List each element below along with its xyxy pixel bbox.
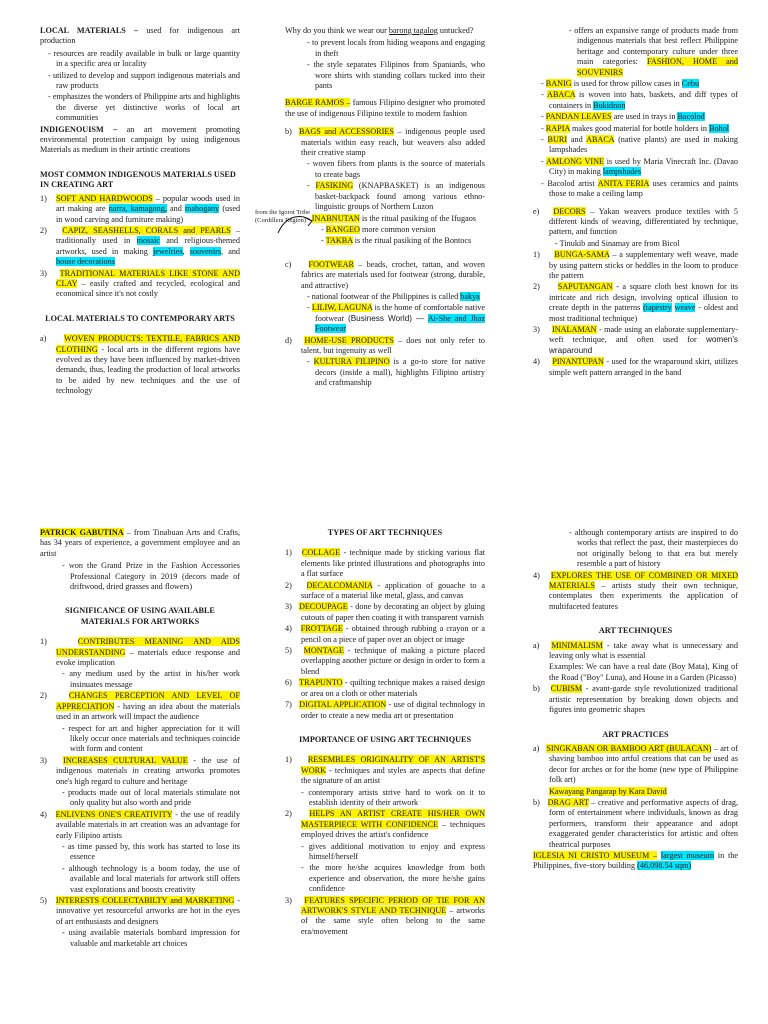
list-item: 1) CONTRIBUTES MEANING AND AIDS UNDERSTANDING – materials educe response and evoke implication bbox=[40, 637, 240, 668]
side-note: from the Igorot Tribe (Cordillera Region) bbox=[255, 209, 311, 224]
column-top-left bbox=[40, 26, 240, 496]
list-item: c) FOOTWEAR – beads, crochet, rattan, and woven fabrics are materials used for footwear (strong, durable, and attractive) bbox=[285, 259, 485, 290]
column-bottom-right bbox=[533, 528, 738, 1013]
section-heading: ART PRACTICES bbox=[602, 729, 669, 739]
bullet: - KULTURA FILIPINO is a go-to store for native decors (inside a mall), highlights Filipino artistry and craftmanship bbox=[307, 357, 485, 388]
example: Examples: We can have a real date (Boy Mata), King of the Road ("Boy" Luna), and House in a Garden (Picasso) bbox=[549, 662, 738, 682]
bullet: - Bacolod artist ANITA FERIA uses ceramics and paints those to make a ceiling lamp bbox=[541, 178, 739, 199]
list-item: 4) ENLIVENS ONE'S CREATIVITY - the use of readily available materials in art creation was an advantage for early Filipino artists bbox=[40, 809, 240, 840]
bullet: - contemporary artists strive hard to work on it to establish identity of their artwork bbox=[301, 787, 485, 807]
bullet: - gives additional motivation to enjoy and express himself/herself bbox=[301, 841, 485, 861]
bullet: - RAPIA makes good material for bottle holders in Bohol bbox=[541, 123, 730, 133]
bullet: - BANGEO more common version bbox=[321, 224, 436, 234]
bullet: - BURI and ABACA (native plants) are used in making lampshades bbox=[541, 135, 738, 155]
bullet: - products made out of local materials stimulate not only quality but also worth and pride bbox=[62, 787, 240, 808]
list-item: 3) INCREASES CULTURAL VALUE - the use of indigenous materials in creating artworks promotes one's high regard to culture and heritage bbox=[40, 755, 241, 786]
bullet: - AMLONG VINE is used by Maria Vinecraft Inc. (Davao City) in making lampshades bbox=[541, 156, 739, 177]
barge-ramos: BARGE RAMOS – famous Filipino designer who promoted the use of indigenous Filipino textile to modern fashion bbox=[285, 98, 485, 118]
bullet: - the more he/she acquires knowledge from both experience and observation, the more he/she gains confidence bbox=[301, 863, 485, 894]
column-top-middle bbox=[285, 26, 485, 496]
list-item: 4) PINANTUPAN - used for the wraparound skirt, utilizes simple weft pattern arranged in the band bbox=[533, 357, 738, 377]
bullet: - won the Grand Prize in the Fashion Accessories Professional Category in 2019 (decors made of driftwood, dried grasses and flowers) bbox=[62, 561, 240, 592]
list-item: 3) DECOUPAGE - done by decorating an object by gluing cutouts of paper then coating it with transparent varnish bbox=[285, 602, 485, 622]
list-item: 1) BUNGA-SAMA – a supplementary weft weave, made by using pattern sticks or heddles in the loom to produce the pattern bbox=[533, 250, 738, 280]
bullet: - any medium used by the artist in his/her work insinuates message bbox=[62, 669, 241, 689]
section-heading: IMPORTANCE OF USING ART TECHNIQUES bbox=[299, 734, 471, 744]
column-bottom-middle bbox=[285, 528, 485, 1013]
local-materials-def: LOCAL MATERIALS – used for indigenous art production bbox=[40, 26, 240, 46]
bullet: - as time passed by, this work has started to lose its essence bbox=[62, 841, 240, 862]
arrow-icon bbox=[276, 213, 316, 237]
list-item: 5) INTERESTS COLLECTABILTY and MARKETING - innovative yet resourceful artworks are hot in the eyes of art enthusiasts and designers bbox=[40, 896, 241, 926]
column-top-right bbox=[533, 26, 738, 496]
column-bottom-left bbox=[40, 528, 240, 1013]
list-item: 4) EXPLORES THE USE OF COMBINED OR MIXED MATERIALS – artists study their own technique, contemplates then experiments the application of multifaceted features bbox=[533, 570, 739, 611]
section-heading: SIGNIFICANCE OF USING AVAILABLE MATERIALS FOR ARTWORKS bbox=[65, 606, 215, 626]
bullet: - Tinukib and Sinamay are from Bicol bbox=[555, 238, 680, 248]
example: Kawayang Pangarap by Kara David bbox=[549, 786, 667, 796]
list-item: 4) FROTTAGE - obtained through rubbing a crayon or a pencil on a piece of paper over an object or image bbox=[285, 624, 485, 644]
list-item: 2) SAPUTANGAN - a square cloth best known for its intricate and rich design, involving optical illusion to create depth in the patterns (tapestry weave - oldest and most traditional technique) bbox=[533, 282, 739, 323]
bullet: - woven fibers from plants is the source of materials to create bags bbox=[307, 159, 485, 179]
list-item: b) BAGS and ACCESSORIES – indigenous people used materials within easy reach, but weavers also added their creative stamp bbox=[285, 127, 485, 158]
list-item: 3) TRADITIONAL MATERIALS LIKE STONE AND CLAY – easily crafted and recycled, ecological and economical since it's not costly bbox=[40, 268, 241, 299]
bullet: - BANIG is used for throw pillow cases in Cebu bbox=[541, 79, 700, 89]
bullet: - FASIKING (KNAPBASKET) is an indigenous basket-backpack found among various ethno-linguistic groups of Northern Luzon bbox=[307, 181, 485, 212]
bullet: - resources are readily available in bulk or large quantity in a specific area or locality bbox=[48, 48, 241, 69]
bullet: - TAKBA is the ritual pasiking of the Bontocs bbox=[321, 236, 472, 246]
bullet: - PANDAN LEAVES are used in trays in Bacolod bbox=[541, 112, 705, 122]
list-item: 3) INALAMAN - made using an elaborate supplementary-weft technique, and often used for women's wraparound bbox=[533, 324, 739, 355]
bullet: - to prevent locals from hiding weapons and engaging in theft bbox=[307, 38, 485, 58]
list-item: a) SINGKABAN OR BAMBOO ART (BULACAN) – art of shaving bamboo into artful creations that can be used as decor for arches or for the home (new type of Philippine folk art) bbox=[533, 743, 738, 785]
list-item: 2) CAPIZ, SEASHELLS, CORALS and PEARLS – traditionally used in mosaic and religious-themed artworks, used in making jewelries, souvenirs, and house decorations bbox=[40, 225, 241, 267]
list-item: 2) DECALCOMANIA - application of gouache to a surface of a material like metal, glass, and canvas bbox=[285, 580, 486, 601]
bullet: - the style separates Filipinos from Spaniards, who wore shirts with standing collars tucked into their pants bbox=[307, 60, 485, 91]
list-item: 1) RESEMBLES ORIGINALITY OF AN ARTIST'S WORK - techniques and styles are aspects that define the signature of an artist bbox=[285, 755, 486, 786]
list-item: b) CUBISM - avant-garde style revolutionized traditional artistic representation by breaking down objects and figures into geometric shapes bbox=[533, 684, 738, 715]
bullet: - INABNUTAN is the ritual pasiking of the Ifugaos bbox=[307, 213, 476, 223]
list-item: a) WOVEN PRODUCTS: TEXTILE, FABRICS AND CLOTHING - local arts in the different regions have evolved as they have been influenced by market-driven demands, thus, leading the production of local artworks to be aided by new techniques and the use of technology bbox=[40, 334, 240, 396]
list-item: 2) HELPS AN ARTIST CREATE HIS/HER OWN MASTERPIECE WITH CONFIDENCE – techniques employed drives the artist's confidence bbox=[285, 809, 486, 840]
bullet: - although technology is a boom today, the use of available and local materials for artwork still offers vast explorations and boosts creativity bbox=[62, 863, 240, 894]
list-item: 5) MONTAGE - technique of making a picture placed overlapping another picture or design in order to form a blend bbox=[285, 646, 485, 676]
list-item: 3) FEATURES SPECIFIC PERIOD OF TIE FOR AN ARTWORK'S STYLE AND TECHNIQUE – artworks of the same style often belong to the same era/movement bbox=[285, 895, 485, 936]
list-item: 2) CHANGES PERCEPTION AND LEVEL OF APPRECIATION - having an idea about the materials used in an artwork will impact the audience bbox=[40, 691, 241, 722]
list-item: e) DECORS – Yakan weavers produce textiles with 5 different kinds of weaving, differentiated by technique, pattern, and function bbox=[533, 206, 738, 237]
section-heading: MOST COMMON INDIGENOUS MATERIALS USED IN CREATING ART bbox=[40, 169, 236, 190]
bullet: - ABACA is woven into hats, baskets, and diff types of containers in Bukidnon bbox=[541, 90, 738, 110]
list-item: 1) COLLAGE - technique made by sticking various flat elements like printed illustrations and photographs into a flat surface bbox=[285, 548, 485, 579]
section-heading: TYPES OF ART TECHNIQUES bbox=[327, 528, 443, 537]
section-heading: LOCAL MATERIALS TO CONTEMPORARY ARTS bbox=[45, 313, 235, 323]
bullet: - respect for art and higher appreciation for it will likely occur once materials and techniques coincide with form and content bbox=[62, 723, 240, 754]
bullet: - emphasizes the wonders of Philippine arts and highlights the diverse yet distinctive works of local art communities bbox=[48, 92, 240, 123]
bullet: - LILIW, LAGUNA is the home of comfortable native footwear (Business World) — Ai-She and Jhaz Footwear bbox=[307, 303, 485, 334]
bullet: - utilized to develop and support indigenous materials and raw products bbox=[48, 70, 240, 91]
question: Why do you think we wear our barong tagalog untucked? bbox=[285, 26, 474, 35]
indigenouism-def: INDIGENOUISM – an art movement promoting environmental protection campaign by using indigenous Materials as medium in their artistic creations bbox=[40, 124, 240, 155]
list-item: 6) TRAPUNTO - quilting technique makes a raised design or area on a cloth or other materials bbox=[285, 678, 485, 698]
list-item: 1) SOFT AND HARDWOODS – popular woods used in art making are narra, kamagong, and mahogany (used in wood carving and furniture making) bbox=[40, 193, 241, 224]
bullet: - national footwear of the Philippines is called bakya bbox=[307, 291, 480, 301]
section-heading: ART TECHNIQUES bbox=[598, 626, 673, 636]
bullet: - offers an expansive range of products made from indigenous materials that best reflect Philippine heritage and contemporary culture under three main categories: FASHION, HOME and SOUVENIRS bbox=[569, 26, 738, 77]
bullet: - using available materials bombard impression for valuable and marketable art choices bbox=[62, 928, 240, 948]
list-item: 7) DIGITAL APPLICATION - use of digital technology in order to create a new media art or presentation bbox=[285, 700, 485, 720]
iglesia-museum: IGLESIA NI CRISTO MUSEUM – largest museum in the Philippines, five-story building (46,098.54 sqm) bbox=[533, 850, 739, 871]
list-item: b) DRAG ART – creative and performative aspects of drag, form of entertainment where individuals, known as drag performers, transform their appearance and adopt exaggerated gender characteristics for artistic and often theatrical purposes bbox=[533, 797, 738, 849]
patrick-gabutina: PATRICK GABUTINA – from Tinabuan Arts and Crafts, has 34 years of experience, a government employee and an artist bbox=[40, 528, 240, 558]
list-item: d) HOME-USE PRODUCTS – does not only refer to talent, but ingenuity as well bbox=[285, 335, 485, 355]
list-item: a) MINIMALISM - take away what is unnecessary and leaving only what is essential bbox=[533, 640, 738, 661]
bullet: - although contemporary artists are inspired to do works that reflect the past, their masterpieces do not originally belong to that era but merely resemble a part of history bbox=[569, 528, 738, 569]
